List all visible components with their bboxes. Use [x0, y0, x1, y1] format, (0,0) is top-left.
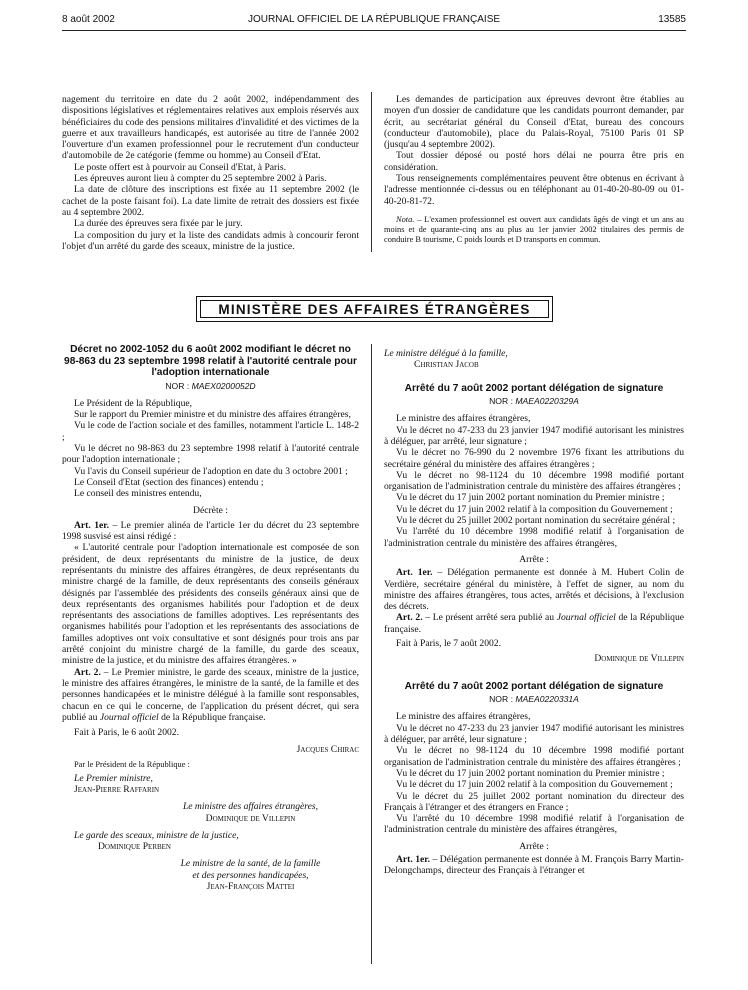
pm-title: Le Premier ministre,	[74, 772, 153, 784]
pm-name: Jean-Pierre Raffarin	[74, 784, 160, 795]
article-2-text: – Le présent arrêté sera publié au	[422, 612, 557, 624]
column-divider	[371, 92, 372, 252]
article-1-label: Art. 1er.	[74, 519, 110, 531]
preamble-line: Vu le décret no 47-233 du 23 janvier 1947 modifié autorisant les ministres à déléguer, par arrêté, leur signature ;	[384, 424, 684, 447]
nor-prefix: NOR :	[489, 694, 516, 705]
top-left-column	[62, 94, 359, 252]
arrete-1-signature: Dominique de Villepin	[594, 653, 684, 665]
preamble-line: Vu le code de l'action sociale et des familles, notamment l'article L. 148-2 ;	[62, 420, 359, 443]
nor-code: MAEA0220331A	[515, 694, 579, 705]
preamble-line: Vu le décret no 47-233 du 23 janvier 1947 modifié autorisant les ministres à déléguer, par arrêté, leur signature ;	[384, 722, 684, 746]
decret-date: Fait à Paris, le 6 août 2002.	[74, 727, 179, 739]
nor-code: MAEX0200052D	[191, 380, 256, 391]
header-page-number: 13585	[658, 14, 686, 25]
preamble-line: Vu le décret no 98-1124 du 10 décembre 1998 modifié portant organisation de l'administration centrale du ministère des affaires étrangères ;	[384, 745, 684, 768]
article-1	[384, 854, 684, 877]
right-column	[384, 348, 684, 877]
preamble-line: Le Président de la République,	[74, 397, 193, 409]
sante-name: Jean-François Mattei	[206, 881, 295, 893]
page-header	[62, 10, 686, 28]
justice-title: Le garde des sceaux, ministre de la justice,	[74, 829, 239, 841]
preamble-line: Vu le décret du 25 juillet 2002 portant nomination du directeur des Français à l'étranger et des étrangers en France ;	[384, 790, 684, 813]
note-paragraph	[384, 215, 684, 245]
preamble-line: Vu le décret du 17 juin 2002 relatif à la composition du Gouvernement ;	[396, 779, 673, 791]
article-1-text: – Le premier alinéa de l'article 1er du décret du 23 septembre 1998 susvisé est ainsi rédigé :	[62, 519, 359, 543]
arrete-1-nor	[384, 396, 684, 407]
ministry-heading: MINISTÈRE DES AFFAIRES ÉTRANGÈRES	[200, 300, 549, 318]
article-1-label: Art. 1er.	[396, 567, 433, 579]
mae-title: Le ministre des affaires étrangères,	[182, 801, 319, 813]
arrete-1-date: Fait à Paris, le 7 août 2002.	[396, 638, 501, 650]
preamble-line: Le Conseil d'Etat (section des finances) entendu ;	[74, 476, 264, 488]
preamble-line: Le ministre des affaires étrangères,	[396, 413, 531, 425]
preamble-line: Le ministre des affaires étrangères,	[396, 711, 531, 723]
nor-code: MAEA0220329A	[515, 396, 579, 407]
preamble-line: Vu le décret no 98-1124 du 10 décembre 1998 modifié portant organisation de l'administration centrale du ministère des affaires étrangères ;	[384, 469, 684, 493]
sante-title-2: et des personnes handicapées,	[192, 869, 309, 881]
article-1-text: – Délégation permanente est donnée à M. Hubert Colin de Verdière, secrétaire général du ministère, à l'effet de signer, au nom du ministre des affaires étrangères, tous actes, arrêtés et décisions, à l'exclusion des décrets.	[384, 567, 685, 613]
article-1-text: – Délégation permanente est donnée à M. François Barry Martin-Delongchamps, directeur des Français à l'étranger et	[384, 853, 685, 877]
preamble-line: Vu le décret no 98-863 du 23 septembre 1998 relatif à l'autorité centrale pour l'adoption internationale ;	[62, 442, 359, 466]
arrete-2-title: Arrêté du 7 août 2002 portant délégation de signature	[404, 680, 664, 692]
article-2-end: de la République française.	[384, 612, 685, 635]
header-journal-title: JOURNAL OFFICIEL DE LA RÉPUBLIQUE FRANÇAISE	[247, 14, 501, 25]
arrete-heading: Arrête :	[519, 840, 549, 852]
note-label: Nota.	[396, 214, 415, 224]
paragraph: Tout dossier déposé ou posté hors délai ne pourra être pris en considération.	[384, 150, 684, 173]
nor-prefix: NOR :	[165, 380, 192, 391]
mae-name: Dominique de Villepin	[205, 812, 296, 824]
decret-title: Décret no 2002-1052 du 6 août 2002 modifiant le décret no 98-863 du 23 septembre 1998 relatif à l'autorité centrale pour l'adoption internationale	[64, 344, 357, 378]
preamble-line: Vu l'avis du Conseil supérieur de l'adoption en date du 3 octobre 2001 ;	[74, 465, 348, 477]
article-2-end: de la République française.	[158, 711, 266, 723]
paragraph: La durée des épreuves sera fixée par le jury.	[74, 218, 243, 230]
article-1-quote: « L'autorité centrale pour l'adoption internationale est composée de son président, de deux représentants du ministre de la justice, de deux représentants du ministre des affaires étrangères, de deux représentants du ministre chargé de la famille, de deux représentants des conseils généraux désignés par l'assemblée des présidents des conseils généraux ainsi que de deux représentants des organismes habilités pour l'adoption et de deux représentants des associations de familles adoptives. Les représentants des organismes habilités pour l'adoption et les représentants des associations de familles adoptives ont voix consultative et sont désignés pour trois ans par arrêté conjoint du ministre chargé de la famille, du garde des sceaux, ministre de la justice, et du ministre des affaires étrangères. »	[62, 542, 359, 667]
article-2	[384, 612, 684, 635]
article-2	[62, 667, 359, 723]
article-1-label: Art. 1er.	[396, 853, 431, 865]
preamble-line: Sur le rapport du Premier ministre et du ministre des affaires étrangères,	[74, 409, 351, 421]
justice-name: Dominique Perben	[98, 841, 171, 853]
paragraph: La date de clôture des inscriptions est fixée au 11 septembre 2002 (le cachet de la poste faisant foi). La date limite de retrait des dossiers est fixée au 4 septembre 2002.	[62, 184, 359, 218]
article-1	[384, 567, 684, 612]
ministry-heading-box	[196, 296, 553, 322]
sante-title: Le ministre de la santé, de la famille	[180, 858, 321, 870]
decret-column	[62, 344, 359, 892]
arrete-1-title: Arrêté du 7 août 2002 portant délégation de signature	[404, 382, 664, 394]
decret-nor	[62, 381, 359, 392]
nor-prefix: NOR :	[489, 396, 516, 407]
paragraph: Tous renseignements complémentaires peuvent être obtenus en écrivant à l'adresse mentionnée ci-dessus ou en téléphonant au 01-40-20-80-09 ou 01-40-20-81-72.	[384, 173, 684, 207]
paragraph: La composition du jury et la liste des candidats admis à concourir feront l'objet d'un arrêté du garde des sceaux, ministre de la justice.	[62, 229, 359, 252]
preamble-line: Vu le décret du 17 juin 2002 portant nomination du Premier ministre ;	[396, 767, 665, 779]
preamble-line: Le conseil des ministres entendu,	[74, 488, 202, 500]
header-rule	[62, 30, 686, 31]
preamble-line: Vu l'arrêté du 10 décembre 1998 modifié relatif à l'organisation de l'administration centrale du ministère des affaires étrangères,	[384, 813, 684, 836]
preamble-line: Vu le décret du 17 juin 2002 relatif à la composition du Gouvernement ;	[396, 503, 673, 515]
article-2-label: Art. 2.	[396, 612, 423, 624]
paragraph: nagement du territoire en date du 2 août 2002, indépendamment des dispositions législatives et réglementaires relatives aux emplois réservés aux bénéficiaires du code des pensions militaires d'invalidité et des victimes de la guerre et aux travailleurs handicapés, est autorisée au titre de l'année 2002 l'ouverture d'un examen professionnel pour le recrutement d'un conducteur d'automobile de 2e catégorie (femme ou homme) au Conseil d'Etat.	[62, 94, 359, 162]
note-text: – L'examen professionnel est ouvert aux candidats âgés de vingt et un ans au moins et de quarante-cinq ans au plus au 1er janvier 2002 titulaires des permis de conduire B tourisme, C poids lourds et D transports en commun.	[384, 214, 684, 244]
famille-name: Christian Jacob	[414, 359, 479, 371]
article-2-journal: Journal officiel	[556, 612, 616, 624]
preamble-line: Vu le décret du 17 juin 2002 portant nomination du Premier ministre ;	[396, 492, 665, 504]
article-2-text: – Le Premier ministre, le garde des sceaux, ministre de la justice, le ministre des affaires étrangères, le ministre de la santé, de la famille et des personnes handicapées et le ministre délégué à la famille sont responsables, chacun en ce qui le concerne, de l'application du présent décret, qui sera publié au	[62, 666, 360, 723]
preamble-line: Vu le décret no 76-990 du 2 novembre 1976 fixant les attributions du secrétaire général du ministère des affaires étrangères ;	[384, 447, 684, 470]
par-le-president: Par le Président de la République :	[74, 759, 190, 769]
article-2-journal: Journal officiel	[99, 711, 159, 723]
column-divider	[371, 344, 372, 964]
preamble-line: Vu le décret du 25 juillet 2002 portant nomination du secrétaire général ;	[396, 515, 676, 527]
arrete-2-nor	[384, 694, 684, 705]
arrete-heading: Arrête :	[519, 553, 549, 565]
article-2-label: Art. 2.	[74, 666, 101, 678]
top-right-column	[384, 94, 684, 245]
signature-president: Jacques Chirac	[296, 744, 359, 756]
preamble-line: Vu l'arrêté du 10 décembre 1998 modifié relatif à l'organisation de l'administration centrale du ministère des affaires étrangères,	[384, 526, 684, 549]
header-date: 8 août 2002	[62, 14, 115, 25]
paragraph: Les épreuves auront lieu à compter du 25 septembre 2002 à Paris.	[74, 173, 327, 185]
decrete-heading: Décrète :	[193, 505, 228, 517]
paragraph: Le poste offert est à pourvoir au Conseil d'Etat, à Paris.	[74, 161, 287, 173]
paragraph: Les demandes de participation aux épreuves devront être établies au moyen d'un dossier de candidature que les candidats pourront demander, par écrit, au secrétariat général du Conseil d'Etat, bureau des concours (conducteur d'automobile), place du Palais-Royal, 75100 Paris 01 SP (jusqu'au 4 septembre 2002).	[384, 94, 684, 151]
article-1	[62, 520, 359, 543]
famille-title: Le ministre délégué à la famille,	[384, 348, 508, 359]
